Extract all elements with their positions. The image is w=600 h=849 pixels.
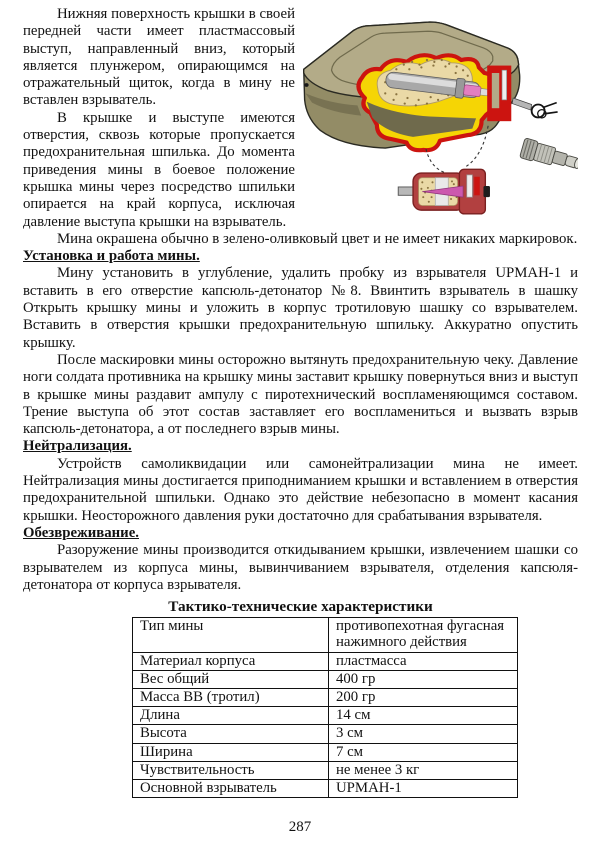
ttx-value-cell: 3 см	[329, 725, 518, 743]
paragraph-operation: После маскировки мины осторожно вытянуть предохранительную чеку. Давление ноги солдата противника на крышку мины заставит крышку повернуться вниз и выступ в крышке мины раздавит ампулу с пиротехнический воспламеняющимся составом. Трение выступа об этот состав заставляет его воспламениться и вызвать взрыв капсюль-детонатора, а от последнего взрыв мины.	[23, 351, 578, 438]
table-row	[133, 688, 518, 706]
fuze-nub	[483, 186, 489, 197]
ttx-value-cell: 7 см	[329, 743, 518, 761]
paragraph-installation: Мину установить в углубление, удалить пробку из взрывателя UPMAH-1 и вставить в его отверстие капсюль-детонатор №8. Ввинтить взрыватель в шашку Открыть крышку мины и уложить в корпус тротиловую шашку со взрывателем. Вставить в отверстия крышки предохранительную шпильку. Аккуратно опустить крышку.	[23, 265, 578, 351]
ttx-label-cell: Масса ВВ (тротил)	[133, 688, 329, 706]
ttx-label-cell: Основной взрыватель	[133, 779, 329, 797]
table-row	[133, 743, 518, 761]
heading-installation: Установка и работа мины.	[23, 248, 200, 265]
ttx-label-cell: Ширина	[133, 743, 329, 761]
ttx-label-cell: Высота	[133, 725, 329, 743]
mine-cutaway-figure	[300, 8, 578, 228]
characteristics-table	[132, 617, 518, 798]
ttx-label-cell: Материал корпуса	[133, 652, 329, 670]
fuze-well-walls	[487, 66, 511, 122]
ttx-label-cell: Тип мины	[133, 618, 329, 652]
ttx-label-cell: Вес общий	[133, 670, 329, 688]
paragraph-color: Мина окрашена обычно в зелено-оливковый цвет и не имеет никаких маркировок.	[57, 230, 578, 247]
table-row	[133, 779, 518, 797]
heading-disarming: Обезвреживание.	[23, 524, 139, 541]
table-row	[133, 725, 518, 743]
table-row	[133, 761, 518, 779]
page-number: 287	[288, 819, 312, 835]
fuze-exterior	[520, 138, 578, 174]
table-row	[133, 618, 518, 652]
table-title: Тактико-технические характеристики	[168, 598, 433, 616]
ttx-label-cell: Длина	[133, 707, 329, 725]
paragraph-disarming: Разоружение мины производится откидыванием крышки, извлечением шашки со взрывателем из корпуса мины, вывинчиванием взрывателя, отделения капсюля-детонатора от корпуса взрывателя.	[23, 542, 578, 593]
table-row	[133, 652, 518, 670]
ttx-value-cell: противопехотная фугасная нажимного действия	[329, 618, 518, 652]
ttx-value-cell: 14 см	[329, 707, 518, 725]
ttx-value-cell: UPMAH-1	[329, 779, 518, 797]
detonator-capsule	[463, 85, 481, 97]
ttx-value-cell: пластмасса	[329, 652, 518, 670]
fuze-cutaway-detail	[398, 169, 490, 213]
ttx-value-cell: 200 гр	[329, 688, 518, 706]
safety-pin-ring	[512, 98, 557, 118]
ttx-value-cell: 400 гр	[329, 670, 518, 688]
paragraph-lid-surface: Нижняя поверхность крышки в своей передней части имеет пластмассовый выступ, направленный вниз, который является плунжером, опирающимся на отражательный щиток, когда в мину не вставлен взрыватель.	[23, 6, 295, 109]
ttx-label-cell: Чувствительность	[133, 761, 329, 779]
table-row	[133, 670, 518, 688]
mine-cutaway-diagram	[300, 8, 578, 226]
table-row	[133, 707, 518, 725]
lid-hole	[304, 83, 308, 87]
paragraph-safety-pin: В крышке и выступе имеются отверстия, сквозь которые пропускается предохранительная шпилька. До момента приведения мины в боевое положение крышка мины через посредство шпильки опирается на край корпуса, исключая давление выступа крышки на взрыватель.	[23, 109, 295, 230]
paragraph-neutralization: Устройств самоликвидации или самонейтрализации мина не имеет. Нейтрализация мины достигается приподниманием крышки и вставлением в отверстия предохранительной шпильки. Однако это действие небезопасно в момент касания крышки. Неосторожного давления руки достаточно для срабатывания взрывателя.	[23, 455, 578, 524]
cutaway-section	[359, 55, 512, 150]
ttx-value-cell: не менее 3 кг	[329, 761, 518, 779]
heading-neutralization: Нейтрализация.	[23, 438, 132, 455]
